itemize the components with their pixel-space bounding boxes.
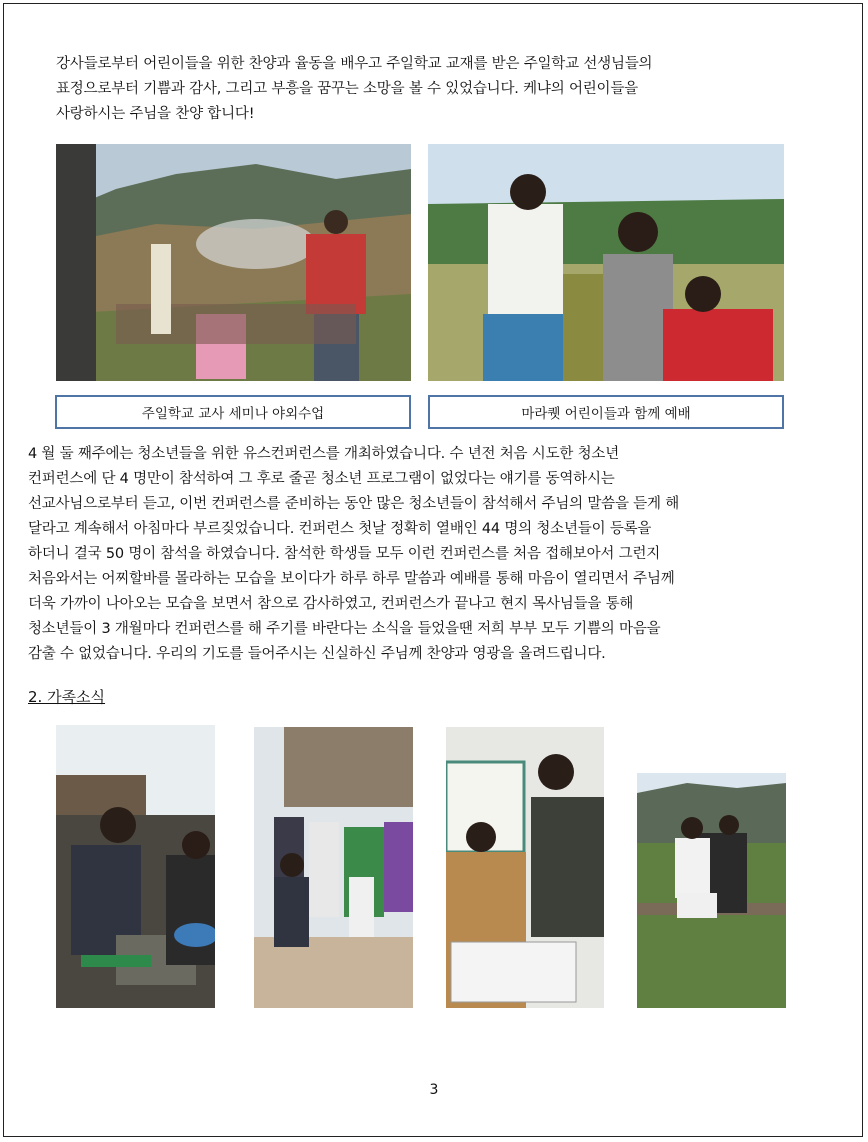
photo-family-1 <box>56 725 215 1008</box>
photo-teacher-seminar <box>56 144 411 381</box>
youth-line: 선교사님으로부터 듣고, 이번 컨퍼런스를 준비하는 동안 많은 청소년들이 참석해서 주님의 말씀을 듣게 해 <box>28 496 680 512</box>
youth-line: 감출 수 없었습니다. 우리의 기도를 들어주시는 신실하신 주님께 찬양과 영광을 올려드립니다. <box>28 646 606 662</box>
photo-marakwet-worship <box>428 144 784 381</box>
youth-line: 하더니 결국 50 명이 참석을 하였습니다. 참석한 학생들 모두 이런 컨퍼런스를 처음 접해보아서 그런지 <box>28 546 661 562</box>
photo-family-2 <box>254 727 413 1008</box>
youth-line: 달라고 계속해서 아침마다 부르짖었습니다. 컨퍼런스 첫날 정확히 열배인 44 명의 청소년들이 등록을 <box>28 521 652 537</box>
youth-line: 처음와서는 어찌할바를 몰라하는 모습을 보이다가 하루 하루 말씀과 예배를 통해 마음이 열리면서 주님께 <box>28 571 675 587</box>
caption-teacher-seminar: 주일학교 교사 세미나 야외수업 <box>55 395 411 429</box>
section-heading-family-news: 2. 가족소식 <box>28 688 106 706</box>
youth-line: 4 월 둘 째주에는 청소년들을 위한 유스컨퍼런스를 개최하였습니다. 수 년전 처음 시도한 청소년 <box>28 446 620 462</box>
intro-paragraph <box>56 52 652 127</box>
youth-line: 더욱 가까이 나아오는 모습을 보면서 참으로 감사하였고, 컨퍼런스가 끝나고 현지 목사님들을 통해 <box>28 596 634 612</box>
intro-line: 강사들로부터 어린이들을 위한 찬양과 율동을 배우고 주일학교 교재를 받은 주일학교 선생님들의 <box>56 56 653 72</box>
intro-line: 표정으로부터 기쁨과 감사, 그리고 부흥을 꿈꾸는 소망을 볼 수 있었습니다. 케냐의 어린이들을 <box>56 81 638 97</box>
youth-line: 청소년들이 3 개월마다 컨퍼런스를 해 주기를 바란다는 소식을 들었을땐 저희 부부 모두 기쁨의 마음을 <box>28 621 661 637</box>
photo-family-3 <box>446 727 604 1008</box>
photo-family-4 <box>637 773 786 1008</box>
youth-conference-paragraph <box>28 442 679 667</box>
intro-line: 사랑하시는 주님을 찬양 합니다! <box>56 106 255 122</box>
caption-marakwet-worship: 마라퀫 어린이들과 함께 예배 <box>428 395 784 429</box>
page-number: 3 <box>429 1082 439 1098</box>
youth-line: 컨퍼런스에 단 4 명만이 참석하여 그 후로 줄곧 청소년 프로그램이 없었다는 얘기를 동역하시는 <box>28 471 615 487</box>
